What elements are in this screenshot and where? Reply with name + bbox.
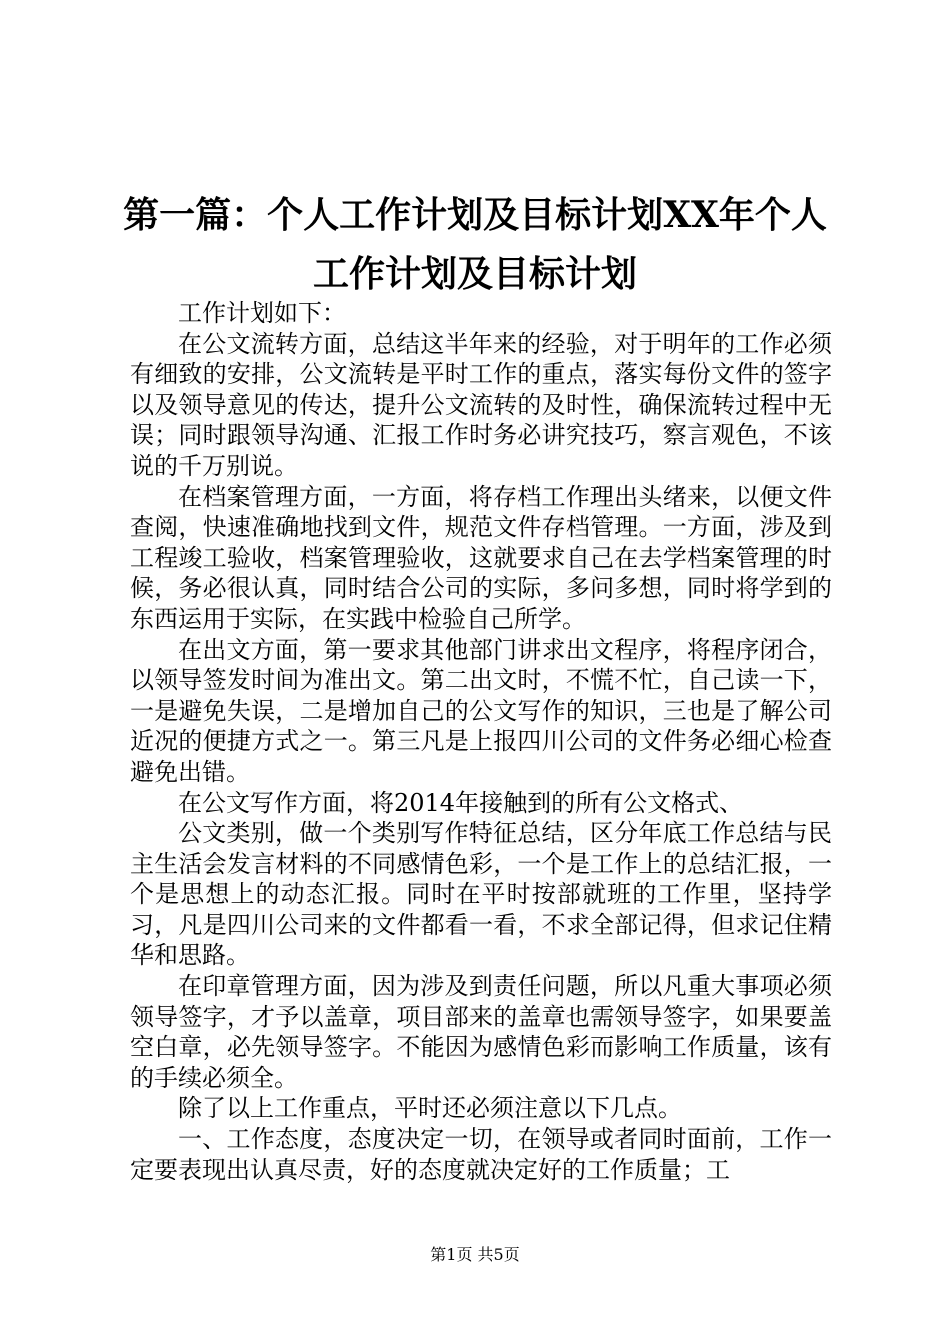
title-line-1: 第一篇：个人工作计划及目标计划XX年个人 [123,194,827,236]
document-title [120,186,830,304]
paragraph-7: 在印章管理方面，因为涉及到责任问题，所以凡重大事项必须领导签字，才予以盖章，项目部来的盖章也需领导签字，如果要盖空白章，必先领导签字。不能因为感情色彩而影响工作质量，该有的手续必须全。 [130,972,832,1092]
paragraph-2: 在公文流转方面，总结这半年来的经验，对于明年的工作必须有细致的安排，公文流转是平时工作的重点，落实每份文件的签字以及领导意见的传达，提升公文流转的及时性，确保流转过程中无误；同时跟领导沟通、汇报工作时务必讲究技巧，察言观色，不该说的千万别说。 [130,329,832,480]
paragraph-4: 在出文方面，第一要求其他部门讲求出文程序，将程序闭合，以领导签发时间为准出文。第二出文时，不慌不忙，自己读一下，一是避免失误，二是增加自己的公文写作的知识，三也是了解公司近况的便捷方式之一。第三凡是上报四川公司的文件务必细心检查避免出错。 [130,635,832,786]
title-line-2: 工作计划及目标计划 [312,253,637,295]
document-body [130,298,832,1185]
paragraph-5: 在公文写作方面，将2014年接触到的所有公文格式、 [178,788,744,817]
paragraph-9: 一、工作态度，态度决定一切，在领导或者同时面前，工作一定要表现出认真尽责，好的态度就决定好的工作质量；工 [130,1125,832,1184]
paragraph-1: 工作计划如下： [178,299,346,327]
page-number-footer: 第1页 共5页 [430,1245,520,1264]
paragraph-8: 除了以上工作重点，平时还必须注意以下几点。 [178,1094,682,1123]
paragraph-3: 在档案管理方面，一方面，将存档工作理出头绪来，以便文件查阅，快速准确地找到文件，规范文件存档管理。一方面，涉及到工程竣工验收，档案管理验收，这就要求自己在去学档案管理的时候，务必很认真，同时结合公司的实际，多问多想，同时将学到的东西运用于实际，在实践中检验自己所学。 [130,482,832,633]
paragraph-6: 公文类别，做一个类别写作特征总结，区分年底工作总结与民主生活会发言材料的不同感情色彩，一个是工作上的总结汇报，一个是思想上的动态汇报。同时在平时按部就班的工作里，坚持学习，凡是四川公司来的文件都看一看，不求全部记得，但求记住精华和思路。 [130,819,832,970]
